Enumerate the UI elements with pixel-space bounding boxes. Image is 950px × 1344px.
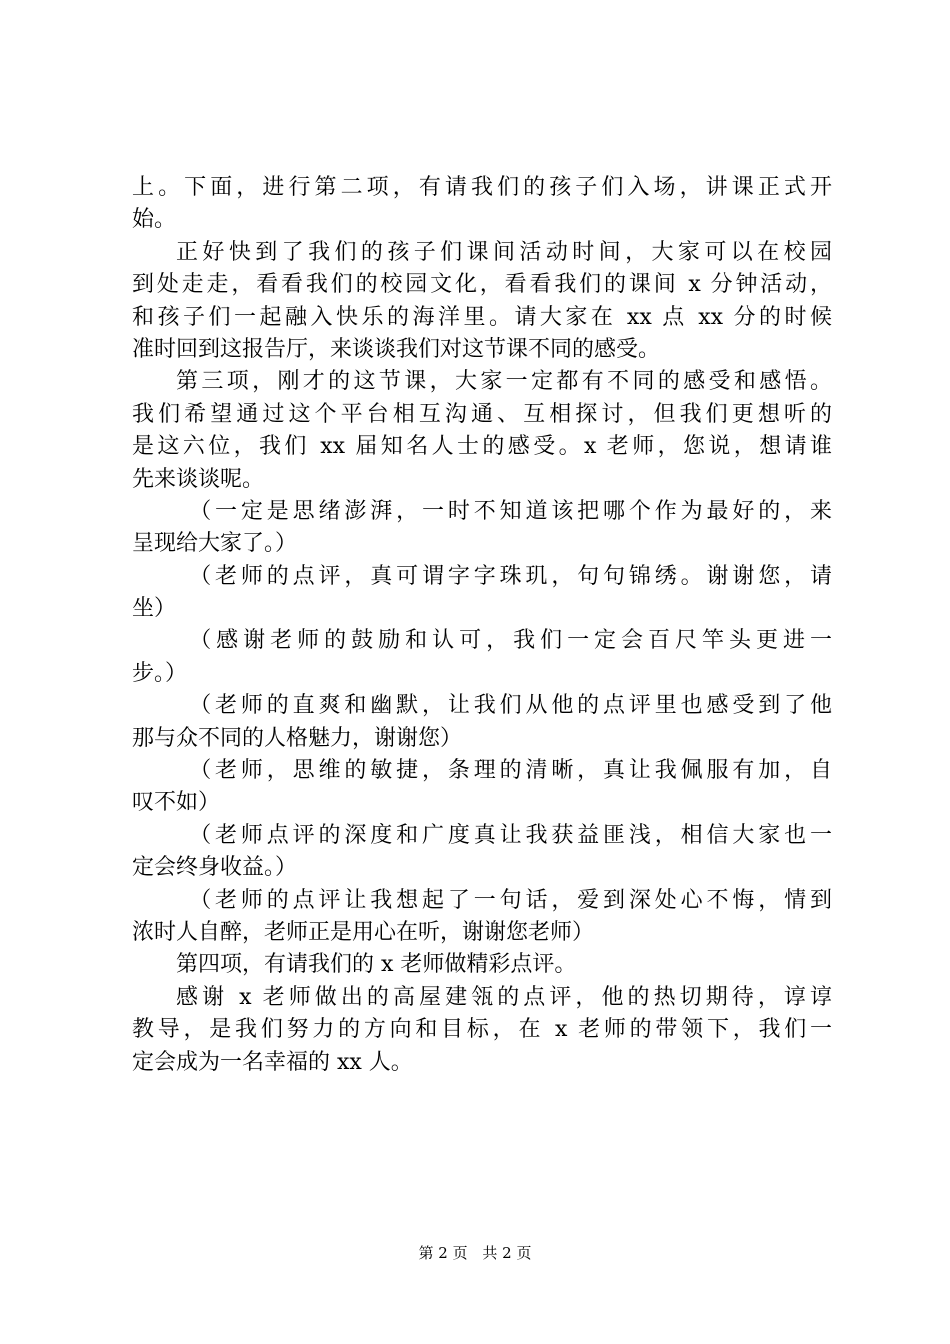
text-line: 上。下面，进行第二项，有请我们的孩子们入场，讲课正式开 <box>132 175 832 200</box>
text-line: 教导，是我们努力的方向和目标，在 x 老师的带领下，我们一 <box>132 1017 832 1043</box>
text-line: 先来谈谈呢。 <box>132 466 265 492</box>
page-number: 第 2 页 <box>418 1244 468 1262</box>
page-total: 共 2 页 <box>482 1244 532 1262</box>
text-line: 准时回到这报告厅，来谈谈我们对这节课不同的感受。 <box>132 336 661 362</box>
text-line: 那与众不同的人格魅力，谢谢您） <box>132 725 463 751</box>
text-line: 第四项，有请我们的 x 老师做精彩点评。 <box>176 952 577 978</box>
text-line: 和孩子们一起融入快乐的海洋里。请大家在 xx 点 xx 分的时候 <box>132 304 832 330</box>
text-line: （老师的点评，真可谓字字珠玑，句句锦绣。谢谢您，请 <box>189 563 832 589</box>
text-line: 定会成为一名幸福的 xx 人。 <box>132 1049 413 1075</box>
page-footer <box>0 1243 950 1263</box>
text-line: （老师，思维的敏捷，条理的清晰，真让我佩服有加，自 <box>189 758 832 784</box>
text-line: 呈现给大家了。） <box>132 531 298 557</box>
text-line: （一定是思绪澎湃，一时不知道该把哪个作为最好的，来 <box>189 498 832 524</box>
text-line: （老师点评的深度和广度真让我获益匪浅，相信大家也一 <box>189 822 832 848</box>
text-line: 叹不如） <box>132 790 221 816</box>
text-line: 是这六位，我们 xx 届知名人士的感受。x 老师，您说，想请谁 <box>132 434 832 460</box>
text-line: 第三项，刚才的这节课，大家一定都有不同的感受和感悟。 <box>176 369 832 395</box>
document-body <box>132 172 832 1079</box>
text-line: 步。） <box>132 660 188 686</box>
text-line: 感谢 x 老师做出的高屋建瓴的点评，他的热切期待，谆谆 <box>176 984 832 1010</box>
text-line: 浓时人自醉，老师正是用心在听，谢谢您老师） <box>132 919 595 945</box>
text-line: 正好快到了我们的孩子们课间活动时间，大家可以在校园 <box>176 239 832 265</box>
text-line: 定会终身收益。） <box>132 855 298 881</box>
text-line: 坐） <box>132 596 177 622</box>
text-line: （老师的直爽和幽默，让我们从他的点评里也感受到了他 <box>189 693 832 719</box>
text-line: （感谢老师的鼓励和认可，我们一定会百尺竿头更进一 <box>189 628 832 654</box>
text-line: 始。 <box>132 207 177 233</box>
text-line: （老师的点评让我想起了一句话，爱到深处心不悔，情到 <box>189 887 832 913</box>
text-line: 我们希望通过这个平台相互沟通、互相探讨，但我们更想听的 <box>132 401 832 427</box>
text-line: 到处走走，看看我们的校园文化，看看我们的课间 x 分钟活动， <box>132 272 832 298</box>
